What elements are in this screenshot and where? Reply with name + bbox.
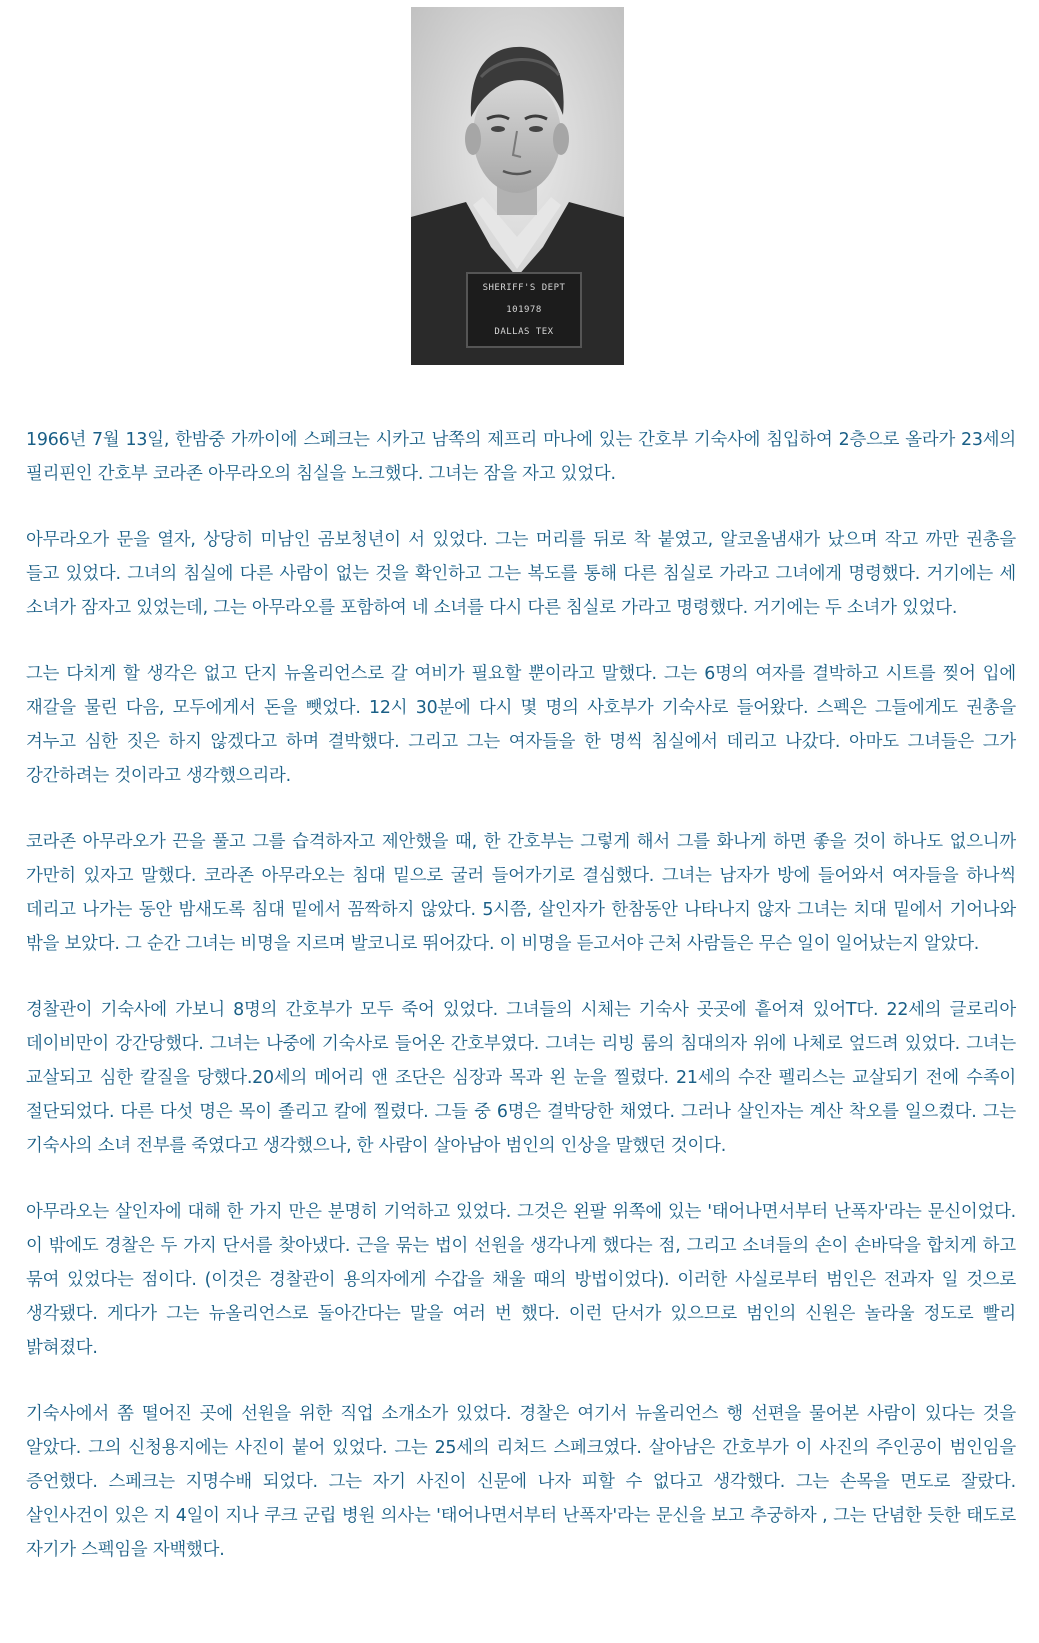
paragraph-7: 기숙사에서 쫌 떨어진 곳에 선원을 위한 직업 소개소가 있었다. 경찰은 여기서 뉴올리언스 행 선편을 물어본 사람이 있다는 것을 알았다. 그의 신청용지에는 사진이 붙어 있었다. 그는 25세의 리처드 스페크였다. 살아남은 간호부가 이 사진의 주인공이 범인임을 증언했다. 스페크는 지명수배 되었다. 그는 자기 사진이 신문에 나자 피할 수 없다고 생각했다. 그는 손목을 면도로 잘랐다. 살인사건이 있은 지 4일이 지나 쿠크 군립 병원 의사는 '태어나면서부터 난폭자'라는 문신을 보고 추궁하자 , 그는 단념한 듯한 태도로 자기가 스펙임을 자백했다. (26, 1404, 1016, 1560)
placard-line-number: 101978 (506, 305, 542, 315)
paragraph-5: 경찰관이 기숙사에 가보니 8명의 간호부가 모두 죽어 있었다. 그녀들의 시체는 기숙사 곳곳에 흩어져 있어T다. 22세의 글로리아 데이비만이 강간당했다. 그녀는 나중에 기숙사로 들어온 간호부였다. 그녀는 리빙 룸의 침대의자 위에 나체로 엎드려 있었다. 그녀는 교살되고 심한 칼질을 당했다.20세의 메어리 앤 조단은 심장과 목과 왼 눈을 찔렸다. 21세의 수잔 펠리스는 교살되기 전에 수족이 절단되었다. 다른 다섯 명은 목이 졸리고 칼에 찔렸다. 그들 중 6명은 결박당한 채였다. 그러나 살인자는 계산 착오를 일으켰다. 그는 기숙사의 소녀 전부를 죽였다고 생각했으나, 한 사람이 살아남아 범인의 인상을 말했던 것이다. (26, 1000, 1016, 1156)
placard (467, 277, 581, 343)
paragraph-1: 1966년 7월 13일, 한밤중 가까이에 스페크는 시카고 남쪽의 제프리 마나에 있는 간호부 기숙사에 침입하여 2층으로 올라가 23세의 필리핀인 간호부 코라존 아무라오의 침실을 노크했다. 그녀는 잠을 자고 있었다. (26, 430, 1016, 484)
article-body (26, 423, 1016, 1599)
placard-line-city: DALLAS TEX (494, 327, 554, 337)
paragraph-6: 아무라오는 살인자에 대해 한 가지 만은 분명히 기억하고 있었다. 그것은 왼팔 위쪽에 있는 '태어나면서부터 난폭자'라는 문신이었다. 이 밖에도 경찰은 두 가지 단서를 찾아냈다. 근을 묶는 법이 선원을 생각나게 했다는 점, 그리고 소녀들의 손이 손바닥을 합치게 하고 묶여 있었다는 점이다. (이것은 경찰관이 용의자에게 수갑을 채울 때의 방법이었다). 이러한 사실로부터 범인은 전과자 일 것으로 생각됐다. 게다가 그는 뉴올리언스로 돌아간다는 말을 여러 번 했다. 이런 단서가 있으므로 범인의 신원은 놀라울 정도로 빨리 밝혀졌다. (26, 1202, 1016, 1358)
paragraph-3: 그는 다치게 할 생각은 없고 단지 뉴올리언스로 갈 여비가 필요할 뿐이라고 말했다. 그는 6명의 여자를 결박하고 시트를 찢어 입에 재갈을 물린 다음, 모두에게서 돈을 뺏었다. 12시 30분에 다시 몇 명의 사호부가 기숙사로 들어왔다. 스펙은 그들에게도 권총을 겨누고 심한 짓은 하지 않겠다고 하며 결박했다. 그리고 그는 여자들을 한 명씩 침실에서 데리고 나갔다. 아마도 그녀들은 그가 강간하려는 것이라고 생각했으리라. (26, 664, 1016, 786)
placard-line-dept: SHERIFF'S DEPT (482, 283, 566, 293)
paragraph-4: 코라존 아무라오가 끈을 풀고 그를 습격하자고 제안했을 때, 한 간호부는 그렇게 해서 그를 화나게 하면 좋을 것이 하나도 없으니까 가만히 있자고 말했다. 코라존 아무라오는 침대 밑으로 굴러 들어가기로 결심했다. 그녀는 남자가 방에 들어와서 여자들을 하나씩 데리고 나가는 동안 밤새도록 침대 밑에서 꼼짝하지 않았다. 5시쯤, 살인자가 한참동안 나타나지 않자 그녀는 치대 밑에서 기어나와 밖을 보았다. 그 순간 그녀는 비명을 지르며 발코니로 뛰어갔다. 이 비명을 듣고서야 근처 사람들은 무슨 일이 일어났는지 알았다. (26, 832, 1016, 954)
paragraph-2: 아무라오가 문을 열자, 상당히 미남인 곰보청년이 서 있었다. 그는 머리를 뒤로 착 붙였고, 알코올냄새가 났으며 작고 까만 권총을 들고 있었다. 그녀의 침실에 다른 사람이 없는 것을 확인하고 그는 복도를 통해 다른 침실로 가라고 그녀에게 명령했다. 거기에는 세 소녀가 잠자고 있었는데, 그는 아무라오를 포함하여 네 소녀를 다시 다른 침실로 가라고 명령했다. 거기에는 두 소녀가 있었다. (26, 530, 1016, 618)
mugshot-photo (411, 7, 624, 365)
